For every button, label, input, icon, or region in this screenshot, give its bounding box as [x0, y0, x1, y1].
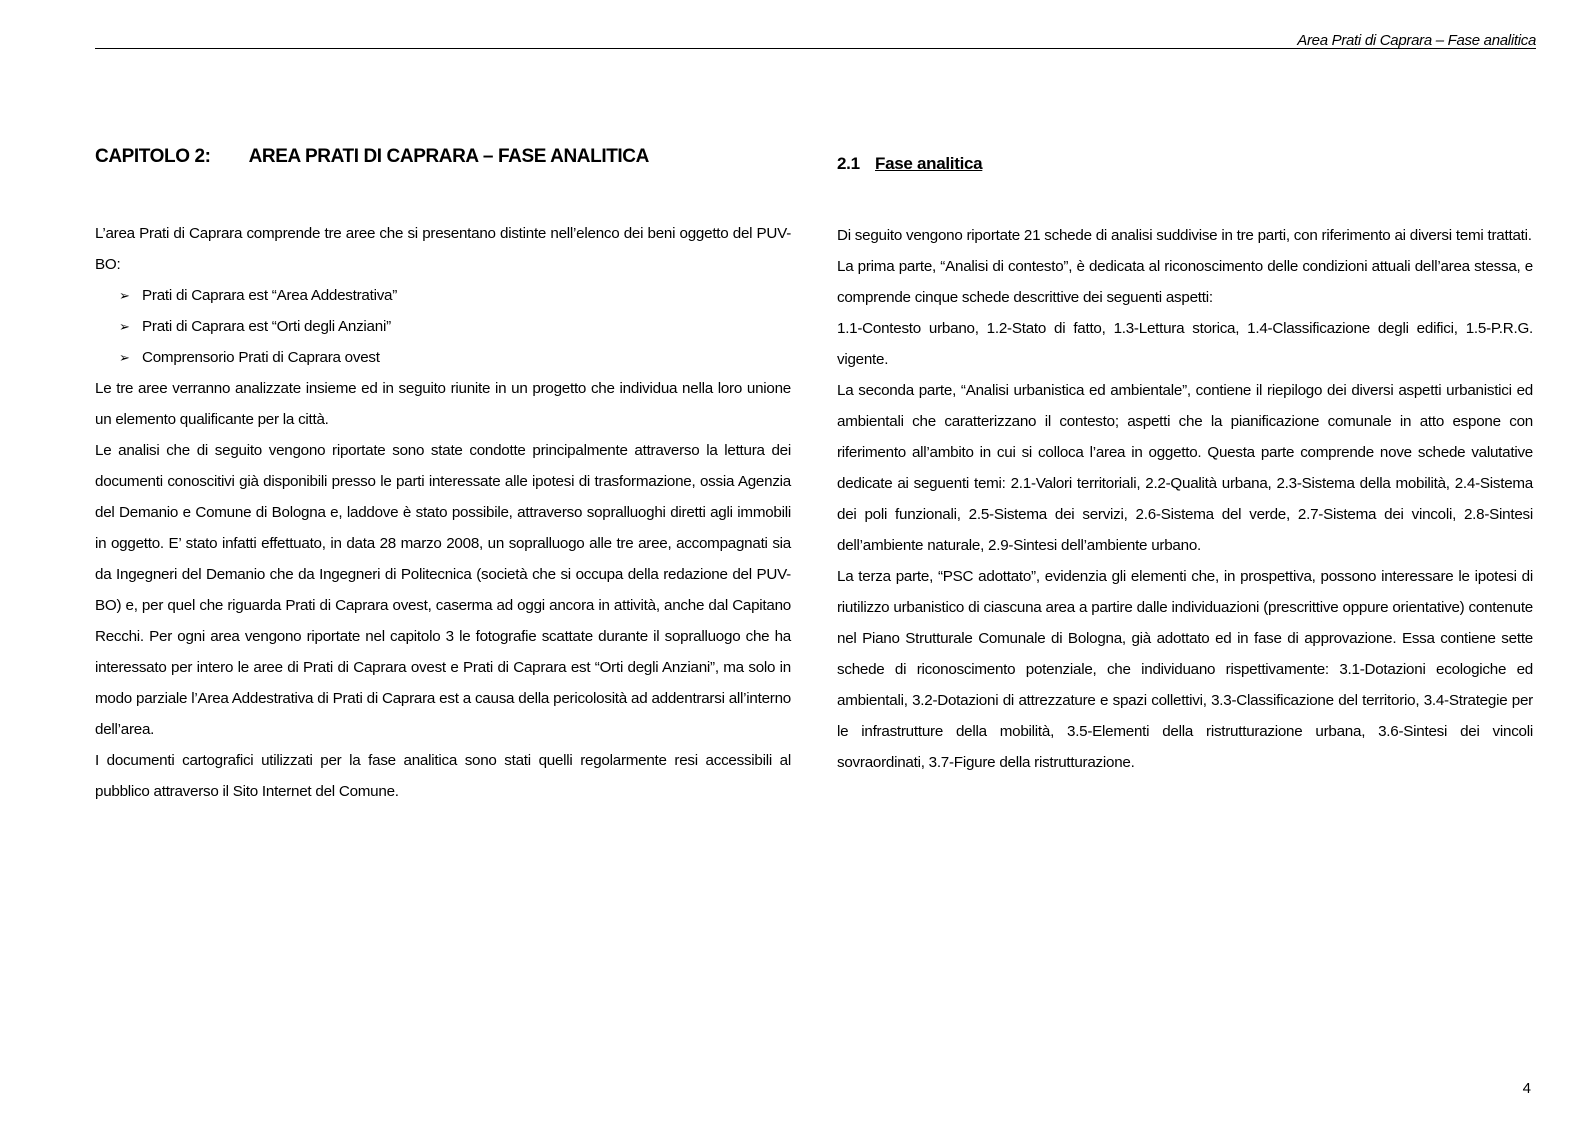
running-header: Area Prati di Caprara – Fase analitica — [1297, 32, 1536, 49]
paragraph: La seconda parte, “Analisi urbanistica ed ambientale”, contiene il riepilogo dei diversi aspetti urbanistici ed ambientali che caratterizzano il contesto; aspetti che la pianificazione comunale in atto espone con riferimento all’ambito in cui si colloca l’area in oggetto. Questa parte comprende nove schede valutative dedicate ai seguenti temi: 2.1-Valori territoriali, 2.2-Qualità urbana, 2.3-Sistema della mobilità, 2.4-Sistema dei poli funzionali, 2.5-Sistema dei servizi, 2.6-Sistema del verde, 2.7-Sistema dei vincoli, 2.8-Sintesi dell’ambiente naturale, 2.9-Sintesi dell’ambiente urbano. — [837, 382, 1533, 554]
paragraph: Di seguito vengono riportate 21 schede di analisi suddivise in tre parti, con riferimento ai diversi temi trattati. — [837, 227, 1532, 244]
left-body — [95, 218, 791, 807]
paragraph: I documenti cartografici utilizzati per la fase analitica sono stati quelli regolarmente resi accessibili al pubblico attraverso il Sito Internet del Comune. — [95, 752, 791, 800]
chapter-title — [95, 146, 649, 168]
section-title-text: Fase analitica — [875, 154, 983, 173]
chapter-label: CAPITOLO 2: — [95, 146, 211, 167]
section-number: 2.1 — [837, 154, 860, 173]
list-item: ➢ Comprensorio Prati di Caprara ovest — [119, 342, 791, 373]
intro-paragraph: L’area Prati di Caprara comprende tre aree che si presentano distinte nell’elenco dei beni oggetto del PUV-BO: — [95, 225, 791, 273]
arrow-bullet-icon: ➢ — [119, 350, 130, 365]
area-list — [95, 280, 791, 373]
arrow-bullet-icon: ➢ — [119, 288, 130, 303]
paragraph: La prima parte, “Analisi di contesto”, è dedicata al riconoscimento delle condizioni attuali dell’area stessa, e comprende cinque schede descrittive dei seguenti aspetti: — [837, 258, 1533, 306]
page-number: 4 — [1522, 1080, 1531, 1097]
chapter-title-text: AREA PRATI DI CAPRARA – FASE ANALITICA — [248, 146, 649, 167]
paragraph: Le tre aree verranno analizzate insieme ed in seguito riunite in un progetto che individua nella loro unione un elemento qualificante per la città. — [95, 380, 791, 428]
right-body — [837, 220, 1533, 778]
list-item: ➢ Prati di Caprara est “Orti degli Anziani” — [119, 311, 791, 342]
header-rule — [95, 48, 1536, 49]
list-item: ➢ Prati di Caprara est “Area Addestrativa” — [119, 280, 791, 311]
arrow-bullet-icon: ➢ — [119, 319, 130, 334]
paragraph: Le analisi che di seguito vengono riportate sono state condotte principalmente attraverso la lettura dei documenti conoscitivi già disponibili presso le parti interessate alle ipotesi di trasformazione, ossia Agenzia del Demanio e Comune di Bologna e, laddove è stato possibile, attraverso sopralluoghi diretti agli immobili in oggetto. E’ stato infatti effettuato, in data 28 marzo 2008, un sopralluogo alle tre aree, accompagnati sia da Ingegneri del Demanio che da Ingegneri di Politecnica (società che si occupa della redazione del PUV-BO) e, per quel che riguarda Prati di Caprara ovest, caserma ad oggi ancora in attività, anche dal Capitano Recchi. Per ogni area vengono riportate nel capitolo 3 le fotografie scattate durante il sopralluogo che ha interessato per intero le aree di Prati di Caprara ovest e Prati di Caprara est “Orti degli Anziani”, ma solo in modo parziale l’Area Addestrativa di Prati di Caprara est a causa della pericolosità ad addentrarsi all’interno dell’area. — [95, 442, 791, 738]
paragraph: 1.1-Contesto urbano, 1.2-Stato di fatto, 1.3-Lettura storica, 1.4-Classificazione degli edifici, 1.5-P.R.G. vigente. — [837, 320, 1533, 368]
section-title — [837, 154, 982, 174]
paragraph: La terza parte, “PSC adottato”, evidenzia gli elementi che, in prospettiva, possono interessare le ipotesi di riutilizzo urbanistico di ciascuna area a partire dalle individuazioni (prescrittive oppure orientative) contenute nel Piano Strutturale Comunale di Bologna, già adottato ed in fase di approvazione. Essa contiene sette schede di riconoscimento potenziale, che individuano rispettivamente: 3.1-Dotazioni ecologiche ed ambientali, 3.2-Dotazioni di attrezzature e spazi collettivi, 3.3-Classificazione del territorio, 3.4-Strategie per le infrastrutture della mobilità, 3.5-Elementi della ristrutturazione urbana, 3.6-Sintesi dei vincoli sovraordinati, 3.7-Figure della ristrutturazione. — [837, 568, 1533, 771]
